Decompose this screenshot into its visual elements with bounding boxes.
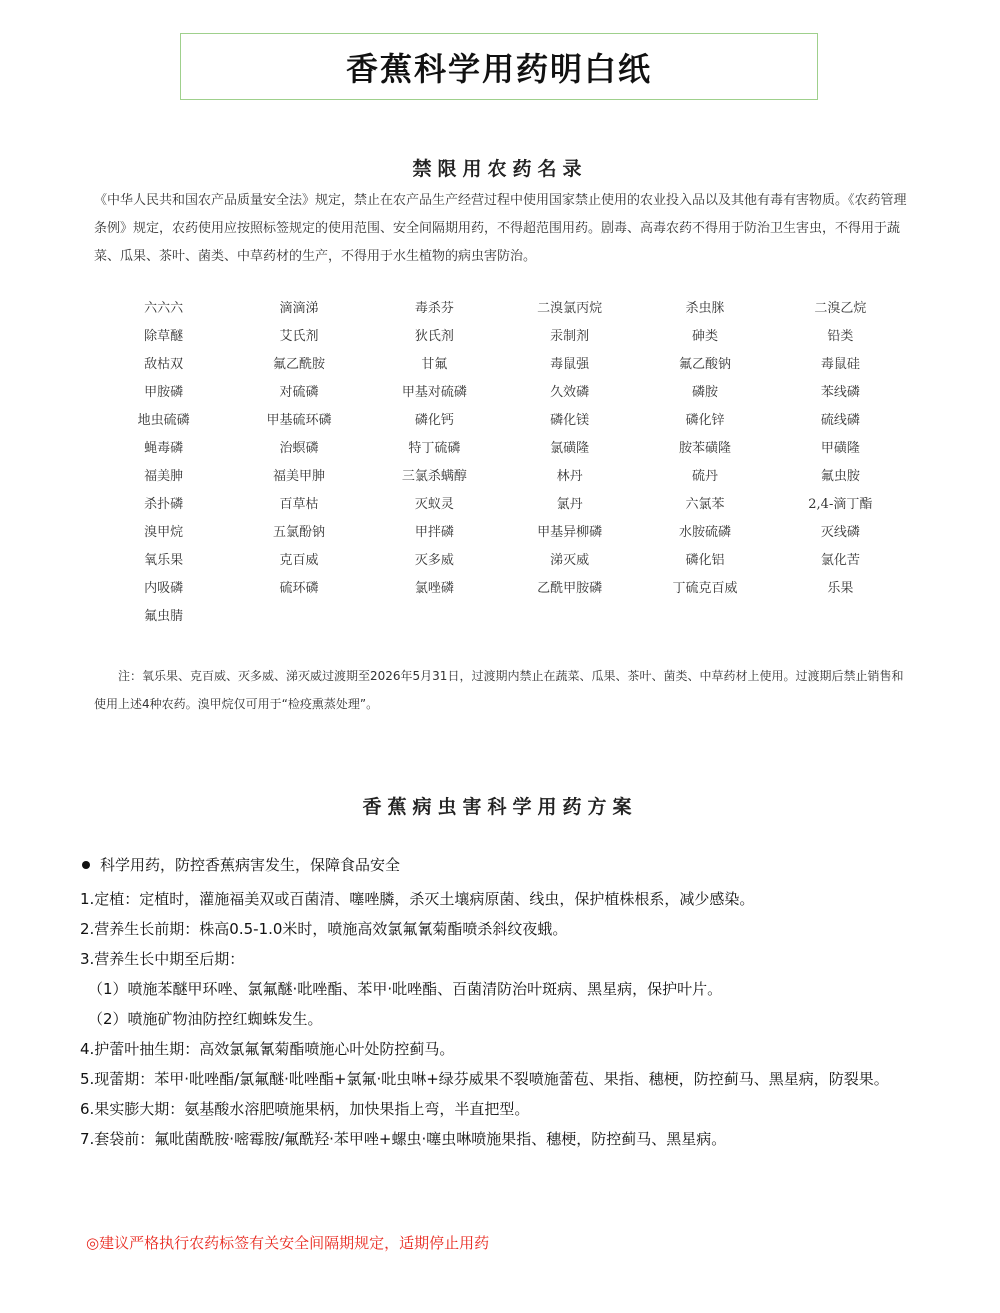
plan-step: （2）喷施矿物油防控红蜘蛛发生。 bbox=[88, 1010, 323, 1028]
pesticide-item: 2,4-滴丁酯 bbox=[808, 497, 873, 512]
pesticide-item: 氟乙酰胺 bbox=[272, 357, 325, 372]
pesticide-item: 蝇毒磷 bbox=[144, 441, 184, 456]
pesticide-item: 氟虫胺 bbox=[820, 469, 860, 484]
pesticide-item: 艾氏剂 bbox=[279, 329, 319, 344]
pesticide-item: 六氯苯 bbox=[685, 497, 725, 512]
page-title: 香蕉科学用药明白纸 bbox=[345, 49, 652, 88]
plan-step: 3.营养生长中期至后期： bbox=[80, 950, 245, 968]
pesticide-item: 对硫磷 bbox=[279, 385, 319, 400]
plan-bullet-text: 科学用药，防控香蕉病害发生，保障食品安全 bbox=[100, 856, 401, 874]
pesticide-item: 胺苯磺隆 bbox=[678, 441, 731, 456]
plan-step: 2.营养生长前期：株高0.5-1.0米时，喷施高效氯氟氰菊酯喷杀斜纹夜蛾。 bbox=[80, 920, 568, 938]
pesticide-item: 毒杀芬 bbox=[414, 301, 454, 316]
pesticide-item: 涕灭威 bbox=[550, 553, 590, 568]
pesticide-item: 磷化锌 bbox=[685, 413, 725, 428]
pesticide-item: 磷化钙 bbox=[414, 413, 454, 428]
pesticide-item: 三氯杀螨醇 bbox=[401, 469, 467, 484]
pesticide-item: 林丹 bbox=[556, 469, 583, 484]
pesticide-item: 氯唑磷 bbox=[414, 581, 454, 596]
bullet-dot-icon bbox=[82, 861, 90, 869]
pesticide-item: 氟虫腈 bbox=[144, 609, 184, 624]
pesticide-item: 五氯酚钠 bbox=[272, 525, 325, 540]
transition-note bbox=[94, 662, 914, 718]
pesticide-item: 磷胺 bbox=[691, 385, 718, 400]
pesticide-item: 氟乙酸钠 bbox=[678, 357, 731, 372]
pesticide-item: 杀扑磷 bbox=[144, 497, 184, 512]
pesticide-item: 毒鼠硅 bbox=[820, 357, 860, 372]
pesticide-item: 特丁硫磷 bbox=[408, 441, 461, 456]
pesticide-item: 六六六 bbox=[144, 301, 184, 316]
pesticide-item: 狄氏剂 bbox=[414, 329, 454, 344]
pesticide-item: 敌枯双 bbox=[144, 357, 184, 372]
pesticide-item: 地虫硫磷 bbox=[137, 413, 190, 428]
pesticide-item: 灭多威 bbox=[414, 553, 454, 568]
pesticide-item: 二溴氯丙烷 bbox=[537, 301, 603, 316]
banned-intro-paragraph: 《中华人民共和国农产品质量安全法》规定，禁止在农产品生产经营过程中使用国家禁止使用的农业投入品以及其他有毒有害物质。《农药管理条例》规定，农药使用应按照标签规定的使用范围、安全间隔期用药，不得超范围用药。剧毒、高毒农药不得用于防治卫生害虫，不得用于蔬菜、瓜果、茶叶、菌类、中草药材的生产，不得用于水生植物的病虫害防治。 bbox=[94, 193, 907, 264]
pesticide-item: 久效磷 bbox=[550, 385, 590, 400]
pesticide-item: 硫丹 bbox=[691, 469, 718, 484]
plan-content bbox=[80, 852, 920, 1154]
pesticide-item: 除草醚 bbox=[144, 329, 184, 344]
pesticide-item: 滴滴涕 bbox=[279, 301, 319, 316]
plan-step: 1.定植：定植时，灌施福美双或百菌清、噻唑膦，杀灭土壤病原菌、线虫，保护植株根系，减少感染。 bbox=[80, 890, 755, 908]
pesticide-item: 甲基异柳磷 bbox=[537, 525, 603, 540]
footer-warning: ◎建议严格执行农药标签有关安全间隔期规定，适期停止用药 bbox=[86, 1234, 490, 1252]
plan-step: 7.套袋前：氟吡菌酰胺·嘧霉胺/氟酰羟·苯甲唑+螺虫·噻虫啉喷施果指、穗梗，防控蓟马、黑星病。 bbox=[80, 1130, 727, 1148]
pesticide-item: 百草枯 bbox=[279, 497, 319, 512]
pesticide-item: 内吸磷 bbox=[144, 581, 184, 596]
pesticide-item: 毒鼠强 bbox=[550, 357, 590, 372]
plan-steps bbox=[80, 884, 920, 1154]
pesticide-item: 灭线磷 bbox=[820, 525, 860, 540]
pesticide-item: 福美甲胂 bbox=[272, 469, 325, 484]
pesticide-item: 杀虫脒 bbox=[685, 301, 725, 316]
pesticide-item: 丁硫克百威 bbox=[672, 581, 738, 596]
pesticide-item: 灭蚁灵 bbox=[414, 497, 454, 512]
pesticide-item: 甲胺磷 bbox=[144, 385, 184, 400]
pesticide-item: 甲磺隆 bbox=[820, 441, 860, 456]
pesticide-grid bbox=[96, 295, 908, 631]
plan-heading: 香蕉病虫害科学用药方案 bbox=[362, 796, 638, 818]
banned-list-heading: 禁限用农药名录 bbox=[412, 158, 588, 180]
plan-step: 4.护蕾叶抽生期：高效氯氟氰菊酯喷施心叶处防控蓟马。 bbox=[80, 1040, 455, 1058]
pesticide-item: 克百威 bbox=[279, 553, 319, 568]
pesticide-item: 甲拌磷 bbox=[414, 525, 454, 540]
pesticide-item: 氯丹 bbox=[556, 497, 583, 512]
plan-step: （1）喷施苯醚甲环唑、氯氟醚·吡唑酯、苯甲·吡唑酯、百菌清防治叶斑病、黑星病，保护叶片。 bbox=[88, 980, 723, 998]
pesticide-item: 硫线磷 bbox=[820, 413, 860, 428]
pesticide-item: 甲基硫环磷 bbox=[266, 413, 332, 428]
pesticide-item: 砷类 bbox=[691, 329, 718, 344]
pesticide-item: 氧乐果 bbox=[144, 553, 184, 568]
plan-step: 5.现蕾期：苯甲·吡唑酯/氯氟醚·吡唑酯+氯氟·吡虫啉+绿芬威果不裂喷施蕾苞、果指、穗梗，防控蓟马、黑星病，防裂果。 bbox=[80, 1070, 889, 1088]
pesticide-item: 二溴乙烷 bbox=[814, 301, 867, 316]
pesticide-item: 甘氟 bbox=[421, 357, 448, 372]
pesticide-item: 苯线磷 bbox=[820, 385, 860, 400]
pesticide-item: 磷化镁 bbox=[550, 413, 590, 428]
pesticide-item: 福美胂 bbox=[144, 469, 184, 484]
pesticide-item: 治螟磷 bbox=[279, 441, 319, 456]
pesticide-item: 汞制剂 bbox=[550, 329, 590, 344]
pesticide-item: 铅类 bbox=[827, 329, 854, 344]
plan-step: 6.果实膨大期：氨基酸水溶肥喷施果柄，加快果指上弯，半直把型。 bbox=[80, 1100, 530, 1118]
pesticide-item: 溴甲烷 bbox=[144, 525, 184, 540]
title-box bbox=[180, 33, 818, 100]
pesticide-item: 氯磺隆 bbox=[550, 441, 590, 456]
pesticide-item: 乐果 bbox=[827, 581, 854, 596]
pesticide-item: 氯化苦 bbox=[820, 553, 860, 568]
pesticide-item: 乙酰甲胺磷 bbox=[537, 581, 603, 596]
transition-note-text: 注：氧乐果、克百威、灭多威、涕灭威过渡期至2026年5月31日，过渡期内禁止在蔬菜、瓜果、茶叶、菌类、中草药材上使用。过渡期后禁止销售和使用上述4种农药。溴甲烷仅可用于“检疫熏蒸处理”。 bbox=[94, 669, 904, 711]
plan-bullet bbox=[80, 852, 920, 878]
pesticide-item: 水胺硫磷 bbox=[678, 525, 731, 540]
pesticide-item: 磷化铝 bbox=[685, 553, 725, 568]
pesticide-item: 甲基对硫磷 bbox=[401, 385, 467, 400]
pesticide-item: 硫环磷 bbox=[279, 581, 319, 596]
